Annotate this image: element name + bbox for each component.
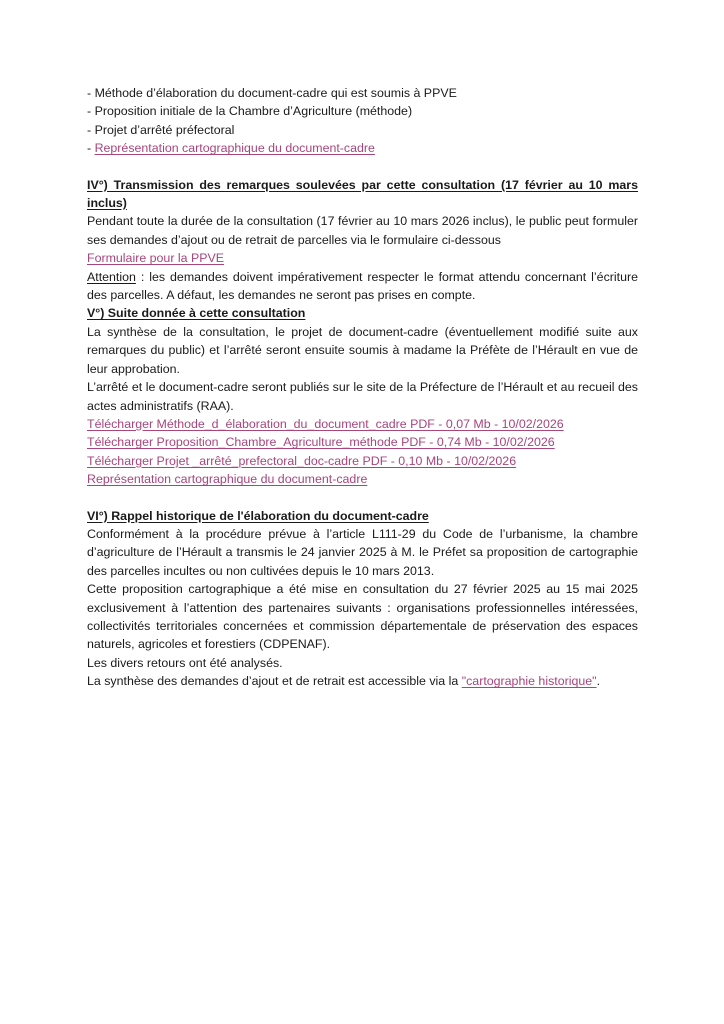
download-link-proposition[interactable]: Télécharger Proposition_Chambre_Agriculture_méthode PDF - 0,74 Mb - 10/02/2026 (87, 435, 555, 450)
paragraph (87, 672, 638, 690)
paragraph: Cette proposition cartographique a été mise en consultation du 27 février 2025 au 15 mai 2025 exclusivement à l’attention des partenaires suivants : organisations professionnelles intéressées, collectivités territoriales concernées et commission départementale de préservation des espaces naturels, agricoles et forestiers (CDPENAF). (87, 582, 638, 652)
download-link-methode[interactable]: Télécharger Méthode_d_élaboration_du_document_cadre PDF - 0,07 Mb - 10/02/2026 (87, 416, 564, 431)
form-link[interactable]: Formulaire pour la PPVE (87, 251, 225, 266)
paragraph: Les divers retours ont été analysés. (87, 655, 283, 670)
list-item (87, 139, 638, 157)
attention-paragraph (87, 268, 638, 305)
intro-list (87, 84, 638, 158)
spacer (87, 158, 638, 176)
historical-cartography-link[interactable]: "cartographie historique" (461, 674, 597, 689)
list-item: - Projet d’arrêté préfectoral (87, 122, 235, 137)
attention-text: : les demandes doivent impérativement respecter le format attendu concernant l’écriture des parcelles. A défaut, les demandes ne seront pas prises en compte. (87, 269, 638, 303)
list-item: - Proposition initiale de la Chambre d’Agriculture (méthode) (87, 104, 413, 119)
section-v (87, 304, 638, 488)
download-link-projet-arrete[interactable]: Télécharger Projet _arrêté_prefectoral_doc-cadre PDF - 0,10 Mb - 10/02/2026 (87, 453, 517, 468)
paragraph: La synthèse de la consultation, le projet de document-cadre (éventuellement modifié suite aux remarques du public) et l’arrêté seront ensuite soumis à madame la Préfète de l’Hérault en vue de leur approbation. (87, 324, 638, 376)
spacer (87, 489, 638, 507)
paragraph: L’arrêté et le document-cadre seront publiés sur le site de la Préfecture de l’Hérault et au recueil des actes administratifs (RAA). (87, 380, 638, 413)
paragraph: Conformément à la procédure prévue à l’article L111-29 du Code de l’urbanisme, la chambre d’agriculture de l’Hérault a transmis le 24 janvier 2025 à M. le Préfet sa proposition de cartographie des parcelles incultes ou non cultivées depuis le 10 mars 2013. (87, 526, 638, 578)
paragraph-end: . (596, 674, 601, 689)
cartography-link[interactable]: Représentation cartographique du document-cadre (87, 472, 368, 487)
section-iv (87, 176, 638, 305)
attention-label: Attention (87, 269, 136, 284)
list-item-prefix: - (87, 141, 95, 156)
section-heading: VI°) Rappel historique de l'élaboration du document-cadre (87, 508, 429, 523)
paragraph-text: La synthèse des demandes d’ajout et de retrait est accessible via la (87, 674, 462, 689)
section-heading: V°) Suite donnée à cette consultation (87, 306, 306, 321)
list-item: - Méthode d’élaboration du document-cadre qui est soumis à PPVE (87, 86, 457, 100)
section-vi (87, 507, 638, 691)
cartography-link[interactable]: Représentation cartographique du document-cadre (94, 141, 375, 156)
section-heading: IV°) Transmission des remarques soulevées par cette consultation (17 février au 10 mars inclus) (87, 177, 638, 211)
paragraph: Pendant toute la durée de la consultation (17 février au 10 mars 2026 inclus), le public peut formuler ses demandes d’ajout ou de retrait de parcelles via le formulaire ci-dessous (87, 214, 638, 247)
